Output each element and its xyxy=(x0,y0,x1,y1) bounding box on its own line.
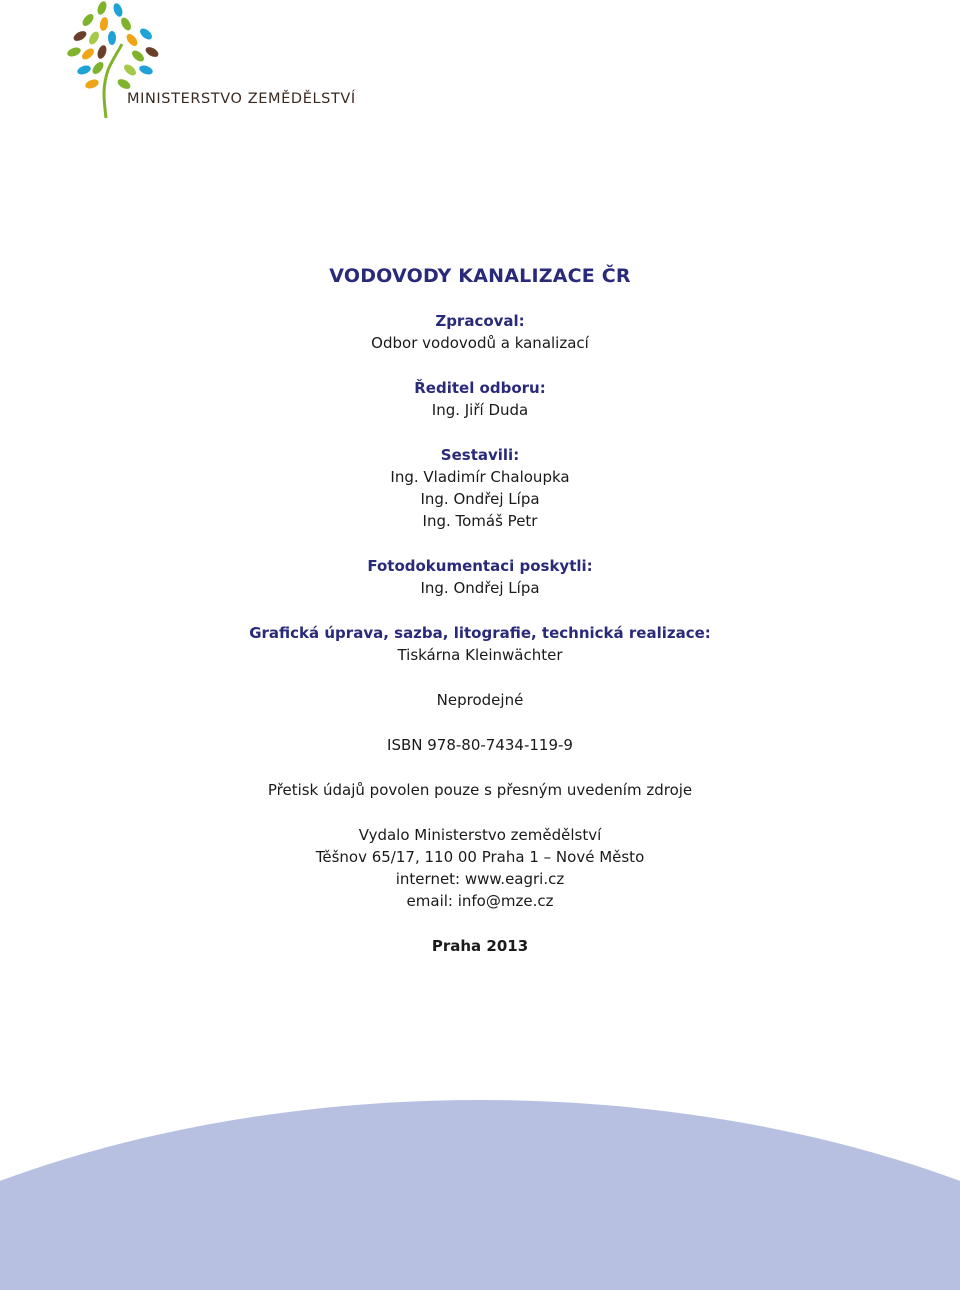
publisher-info xyxy=(0,824,960,912)
section-label: Fotodokumentaci poskytli: xyxy=(367,557,593,575)
place-year xyxy=(0,935,960,957)
section-photos xyxy=(0,555,960,599)
section-prepared-by xyxy=(0,310,960,354)
decorative-arc xyxy=(0,1100,960,1290)
not-for-sale-text: Neprodejné xyxy=(436,691,524,709)
section-value: Odbor vodovodů a kanalizací xyxy=(371,334,589,352)
section-value: Ing. Ondřej Lípa xyxy=(420,490,540,508)
publisher-email: email: info@mze.cz xyxy=(406,892,554,910)
section-label: Grafická úprava, sazba, litografie, technická realizace: xyxy=(249,624,711,642)
section-value: Ing. Jiří Duda xyxy=(431,401,529,419)
document-title: VODOVODY KANALIZACE ČR xyxy=(329,265,631,287)
publisher-address: Těšnov 65/17, 110 00 Praha 1 – Nové Město xyxy=(315,848,645,866)
section-value: Ing. Tomáš Petr xyxy=(422,512,538,530)
section-graphic-design xyxy=(0,622,960,666)
section-director xyxy=(0,377,960,421)
section-label: Zpracoval: xyxy=(435,312,525,330)
ministry-logo xyxy=(66,0,356,125)
isbn-text: ISBN 978-80-7434-119-9 xyxy=(387,736,573,754)
section-value: Ing. Ondřej Lípa xyxy=(420,579,540,597)
place-year-text: Praha 2013 xyxy=(431,937,529,955)
publisher-internet: internet: www.eagri.cz xyxy=(395,870,565,888)
not-for-sale xyxy=(0,689,960,711)
section-value: Tiskárna Kleinwächter xyxy=(397,646,563,664)
reprint-note xyxy=(0,779,960,801)
section-label: Sestavili: xyxy=(440,446,520,464)
section-label: Ředitel odboru: xyxy=(414,379,546,397)
section-compiled-by xyxy=(0,444,960,532)
colophon xyxy=(0,262,960,957)
reprint-note-text: Přetisk údajů povolen pouze s přesným uvedením zdroje xyxy=(267,781,693,799)
section-value: Ing. Vladimír Chaloupka xyxy=(390,468,570,486)
ministry-logo-text: MINISTERSTVO ZEMĚDĚLSTVÍ xyxy=(127,91,356,107)
isbn xyxy=(0,734,960,756)
publisher-line: Vydalo Ministerstvo zemědělství xyxy=(358,826,602,844)
